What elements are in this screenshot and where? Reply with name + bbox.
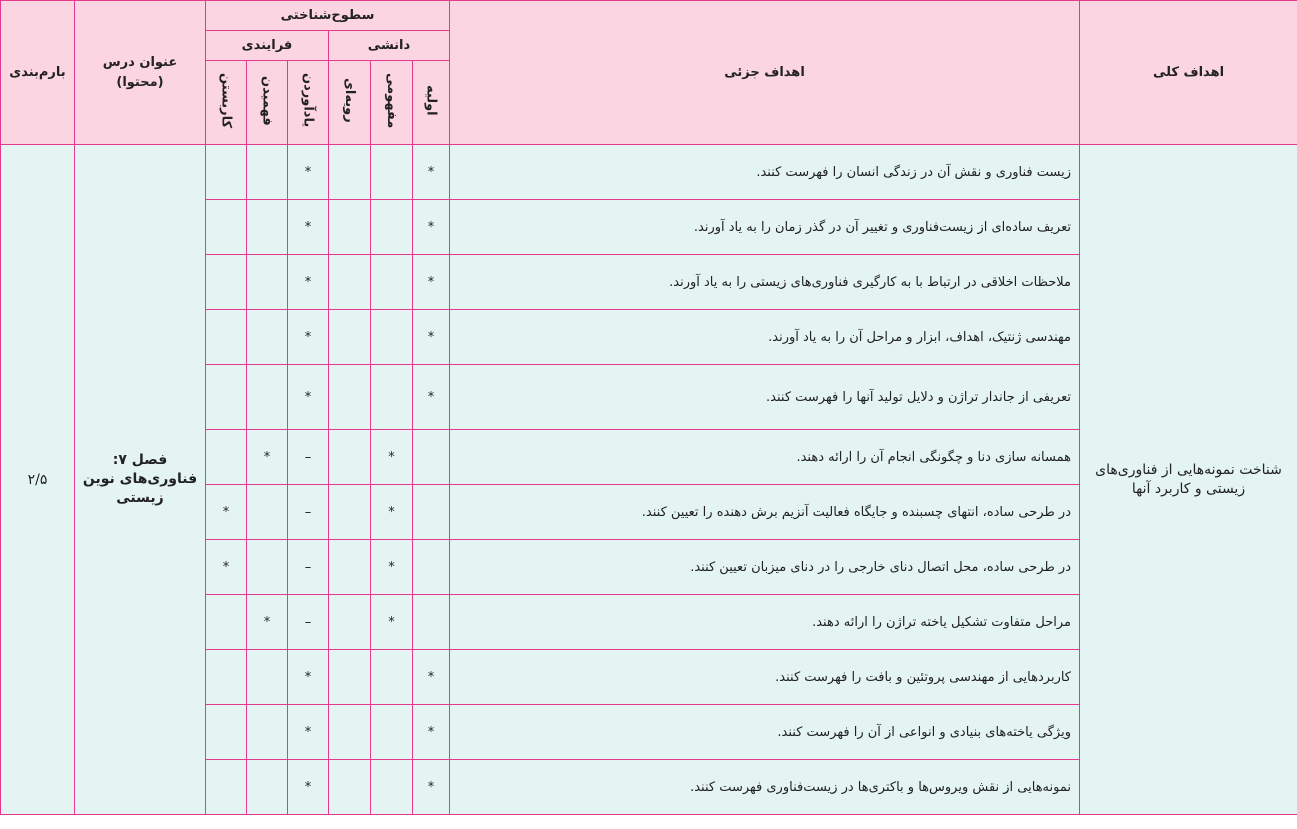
level-mark	[247, 145, 288, 200]
cognitive-levels-header: سطوح‌شناختی	[206, 1, 450, 31]
sub-goal-text: در طرحی ساده، محل اتصال دنای خارجی را در دنای میزبان تعیین کنند.	[450, 540, 1080, 595]
level-mark	[413, 485, 450, 540]
level-mark: *	[413, 310, 450, 365]
level-mark: *	[288, 255, 329, 310]
level-mark	[206, 595, 247, 650]
apply-header: کاربستن	[218, 72, 234, 129]
level-mark	[206, 255, 247, 310]
level-mark	[329, 145, 371, 200]
level-mark: *	[288, 760, 329, 815]
sub-goal-text: همسانه سازی دنا و چگونگی انجام آن را ارائه دهند.	[450, 430, 1080, 485]
level-mark	[329, 760, 371, 815]
level-mark	[247, 705, 288, 760]
level-mark: –	[288, 595, 329, 650]
level-mark	[329, 485, 371, 540]
level-mark	[206, 650, 247, 705]
level-mark: *	[371, 540, 413, 595]
level-mark	[413, 540, 450, 595]
level-mark: *	[413, 650, 450, 705]
sub-goal-text: کاربردهایی از مهندسی پروتئین و بافت را فهرست کنند.	[450, 650, 1080, 705]
level-mark	[371, 365, 413, 430]
level-mark: –	[288, 485, 329, 540]
level-mark	[329, 595, 371, 650]
sub-goal-text: ویژگی یاخته‌های بنیادی و انواعی از آن را فهرست کنند.	[450, 705, 1080, 760]
sub-goal-text: مراحل متفاوت تشکیل یاخته تراژن را ارائه دهند.	[450, 595, 1080, 650]
sub-goal-text: ملاحظات اخلاقی در ارتباط با به کارگیری فناوری‌های زیستی را به یاد آورند.	[450, 255, 1080, 310]
lesson-title: فصل ۷: فناوری‌های نوین زیستی	[75, 145, 206, 815]
level-mark	[247, 540, 288, 595]
general-goal-text: شناخت نمونه‌هایی از فناوری‌های زیستی و کاربرد آنها	[1080, 145, 1297, 815]
lesson-title-header: عنوان درس (محتوا)	[75, 1, 206, 145]
conceptual-header: مفهومی	[384, 72, 399, 129]
level-mark: –	[288, 540, 329, 595]
level-mark	[247, 365, 288, 430]
level-mark: *	[288, 365, 329, 430]
level-mark	[371, 310, 413, 365]
level-mark: *	[413, 705, 450, 760]
level-mark	[413, 430, 450, 485]
level-mark: *	[288, 310, 329, 365]
level-mark: *	[288, 145, 329, 200]
level-mark	[329, 200, 371, 255]
level-mark	[247, 200, 288, 255]
sub-goal-text: مهندسی ژنتیک، اهداف، ابزار و مراحل آن را به یاد آورند.	[450, 310, 1080, 365]
level-mark: *	[288, 705, 329, 760]
level-mark: *	[413, 255, 450, 310]
level-mark	[206, 145, 247, 200]
level-mark: –	[288, 430, 329, 485]
level-mark	[329, 430, 371, 485]
level-mark: *	[288, 200, 329, 255]
level-mark: *	[288, 650, 329, 705]
level-mark	[206, 430, 247, 485]
level-mark	[247, 485, 288, 540]
level-mark	[329, 310, 371, 365]
sub-goal-text: تعریف ساده‌ای از زیست‌فناوری و تغییر آن در گذر زمان را به یاد آورند.	[450, 200, 1080, 255]
level-mark: *	[247, 595, 288, 650]
sub-goal-text: نمونه‌هایی از نقش ویروس‌ها و باکتری‌ها در زیست‌فناوری فهرست کنند.	[450, 760, 1080, 815]
level-mark	[247, 650, 288, 705]
level-mark: *	[206, 540, 247, 595]
level-mark: *	[413, 200, 450, 255]
level-mark: *	[371, 485, 413, 540]
level-mark: *	[371, 430, 413, 485]
level-mark	[206, 310, 247, 365]
level-mark	[371, 650, 413, 705]
table-row	[1, 145, 1297, 200]
sub-goal-text: در طرحی ساده، انتهای چسبنده و جایگاه فعالیت آنزیم برش دهنده را تعیین کنند.	[450, 485, 1080, 540]
level-mark	[371, 200, 413, 255]
sub-goal-text: تعریفی از جاندار تراژن و دلایل تولید آنها را فهرست کنند.	[450, 365, 1080, 430]
level-mark	[247, 310, 288, 365]
score-value: ۲/۵	[1, 145, 75, 815]
level-mark	[413, 595, 450, 650]
level-mark	[329, 255, 371, 310]
level-mark	[329, 650, 371, 705]
remember-header: یادآوردن	[300, 73, 316, 128]
sub-goal-text: زیست فناوری و نقش آن در زندگی انسان را فهرست کنند.	[450, 145, 1080, 200]
level-mark: *	[413, 365, 450, 430]
level-mark	[329, 705, 371, 760]
level-mark	[247, 255, 288, 310]
level-mark: *	[247, 430, 288, 485]
level-mark: *	[206, 485, 247, 540]
level-mark	[371, 255, 413, 310]
understand-header: فهمیدن	[259, 75, 275, 126]
level-mark	[206, 705, 247, 760]
level-mark	[371, 705, 413, 760]
level-mark: *	[371, 595, 413, 650]
level-mark: *	[413, 760, 450, 815]
process-header: فرایندی	[206, 31, 329, 61]
level-mark	[206, 200, 247, 255]
sub-goals-header: اهداف جزئی	[450, 1, 1080, 145]
knowledge-header: دانشی	[329, 31, 450, 61]
level-mark: *	[413, 145, 450, 200]
procedural-header: رویه‌ای	[342, 78, 357, 123]
level-mark	[371, 145, 413, 200]
level-mark	[371, 760, 413, 815]
level-mark	[247, 760, 288, 815]
level-mark	[206, 760, 247, 815]
score-header: بارم‌بندی	[1, 1, 75, 145]
level-mark	[329, 540, 371, 595]
primary-header: اولیه	[423, 85, 439, 116]
level-mark	[206, 365, 247, 430]
general-goals-header: اهداف کلی	[1080, 1, 1297, 145]
level-mark	[329, 365, 371, 430]
